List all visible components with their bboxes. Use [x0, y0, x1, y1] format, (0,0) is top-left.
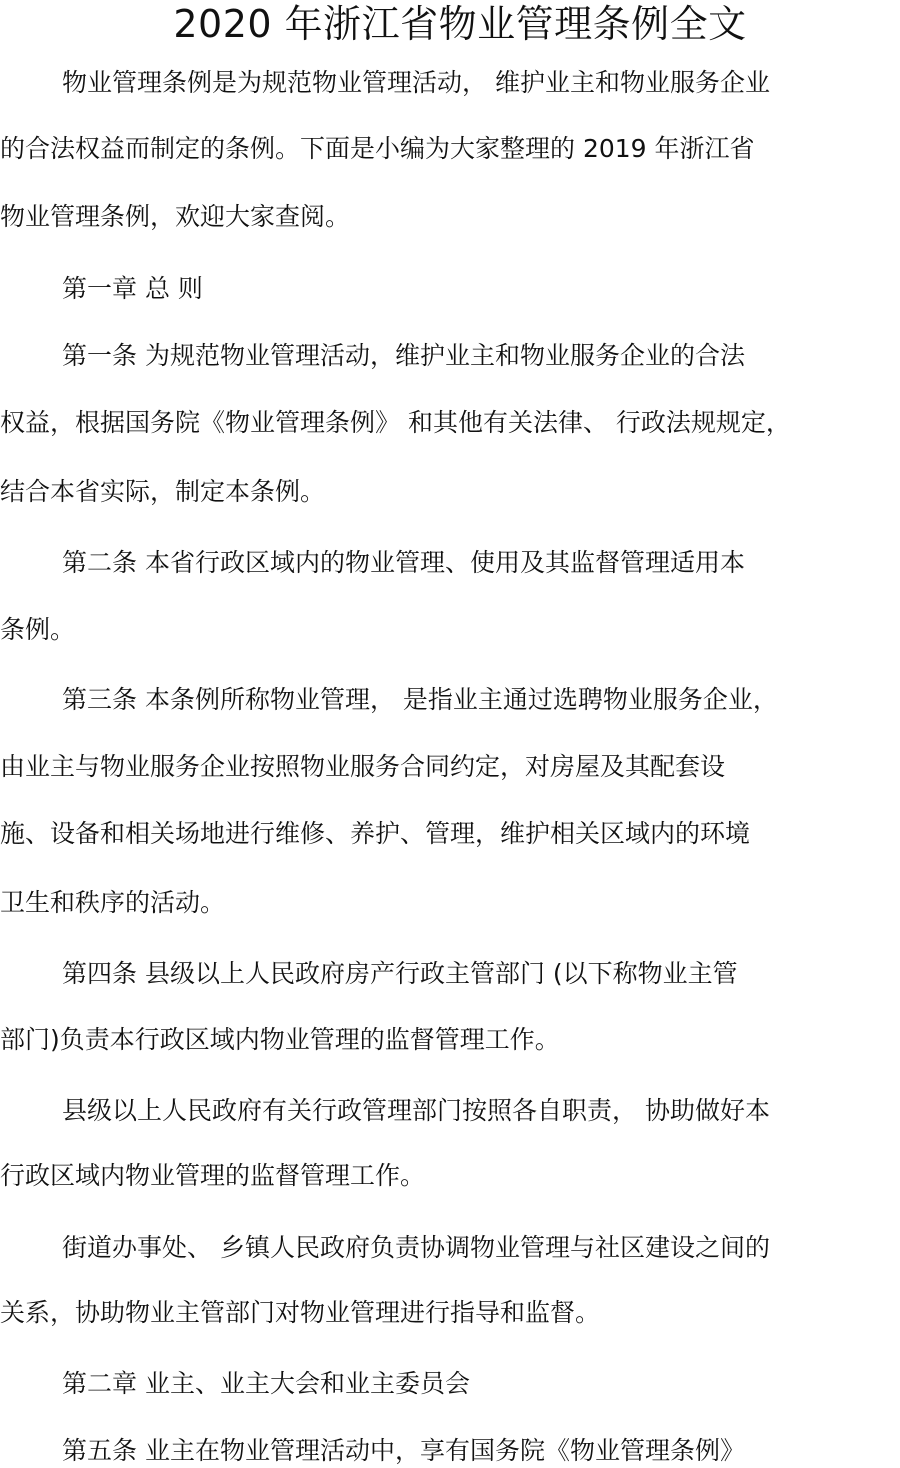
text-line: 第三条 本条例所称物业管理， 是指业主通过选聘物业服务企业，: [62, 685, 778, 714]
text-line: 县级以上人民政府有关行政管理部门按照各自职责， 协助做好本: [62, 1096, 770, 1125]
text-line: 权益，根据国务院《物业管理条例》 和其他有关法律、 行政法规规定，: [0, 408, 791, 437]
text-line: 物业管理条例，欢迎大家查阅。: [0, 202, 351, 231]
chapter-heading: 第一章 总 则: [62, 274, 203, 303]
page-title: 2020 年浙江省物业管理条例全文: [173, 2, 747, 46]
text-line: 物业管理条例是为规范物业管理活动， 维护业主和物业服务企业: [62, 68, 770, 97]
text-line: 第五条 业主在物业管理活动中，享有国务院《物业管理条例》: [62, 1436, 745, 1465]
text-line: 街道办事处、 乡镇人民政府负责协调物业管理与社区建设之间的: [62, 1233, 770, 1262]
text-line: 第二条 本省行政区域内的物业管理、使用及其监督管理适用本: [62, 548, 745, 577]
text-line: 关系，协助物业主管部门对物业管理进行指导和监督。: [0, 1298, 601, 1327]
text-line: 的合法权益而制定的条例。下面是小编为大家整理的 2019 年浙江省: [0, 134, 755, 163]
text-line: 卫生和秩序的活动。: [0, 888, 226, 917]
text-line: 由业主与物业服务企业按照物业服务合同约定，对房屋及其配套设: [0, 752, 726, 781]
text-line: 第一条 为规范物业管理活动，维护业主和物业服务企业的合法: [62, 341, 745, 370]
text-line: 部门)负责本行政区域内物业管理的监督管理工作。: [0, 1025, 560, 1054]
text-line: 第四条 县级以上人民政府房产行政主管部门 (以下称物业主管: [62, 959, 738, 988]
text-line: 行政区域内物业管理的监督管理工作。: [0, 1161, 426, 1190]
chapter-heading: 第二章 业主、业主大会和业主委员会: [62, 1369, 470, 1398]
text-line: 施、设备和相关场地进行维修、养护、管理，维护相关区域内的环境: [0, 819, 751, 848]
text-line: 结合本省实际，制定本条例。: [0, 477, 326, 506]
text-line: 条例。: [0, 615, 76, 644]
